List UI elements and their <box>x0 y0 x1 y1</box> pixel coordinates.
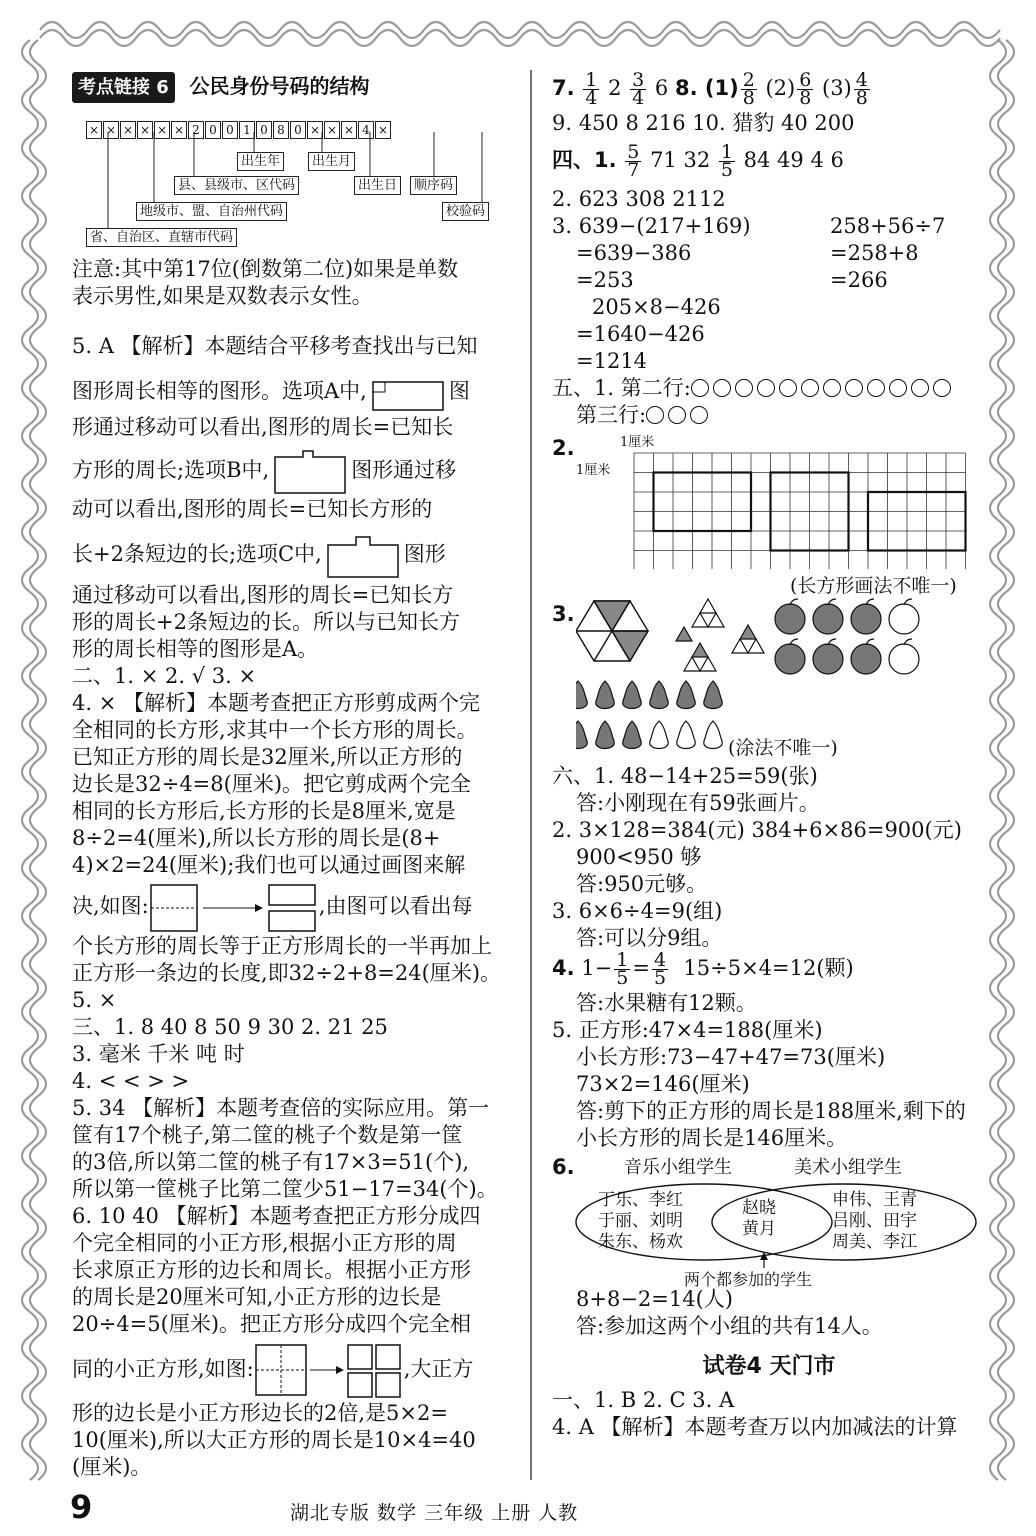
id-digit-box: 0 <box>222 121 238 139</box>
id-digit-box: × <box>137 121 153 139</box>
answer-line: 长求原正方形的边长和周长。根据小正方形 <box>72 1258 471 1282</box>
id-digit-box: 0 <box>290 121 306 139</box>
id-digit-box: 2 <box>188 121 204 139</box>
calc-line: =258+8 <box>830 241 919 265</box>
answer-line: 已知正方形的周长是32厘米,所以正方形的 <box>72 745 463 769</box>
venn-left-title: 音乐小组学生 <box>624 1157 732 1178</box>
id-digit-box: × <box>341 121 357 139</box>
answer-line: 决,如图: ,由图可以看出每 <box>72 879 518 933</box>
answer-line: 正方形一条边的长度,即32÷2+8=24(厘米)。 <box>72 961 502 985</box>
answer-line: 长+2条短边的长;选项C中, 图形 <box>72 526 518 582</box>
answer-line: 形的周长相等的图形是A。 <box>72 637 319 661</box>
label-city-code: 地级市、盟、自治州代码 <box>136 202 287 221</box>
triangles-icon <box>676 599 764 671</box>
note-line-1: 注意:其中第17位(倒数第二位)如果是单数 <box>72 257 459 281</box>
test4-line: 一、1. B 2. C 3. A <box>552 1388 735 1412</box>
venn-answer: 答:参加这两个小组的共有14人。 <box>576 1314 883 1338</box>
shape-a-icon <box>371 374 445 412</box>
id-digit-box: × <box>86 121 102 139</box>
calc-line: =1214 <box>576 349 648 373</box>
id-digit-box: × <box>324 121 340 139</box>
left-column <box>72 72 518 1481</box>
answer-line: 8÷2=4(厘米),所以长方形的周长是(8+ <box>72 826 441 850</box>
answer-line: 5. × <box>72 988 117 1012</box>
circle-icon <box>713 379 731 397</box>
circle-icon <box>646 406 664 424</box>
coloring-shapes <box>576 597 986 757</box>
answer-line: 边长是32÷4=8(厘米)。把它剪成两个完全 <box>72 772 472 796</box>
circle-icon <box>779 379 797 397</box>
test4-line: 4. A 【解析】本题考查万以内加减法的计算 <box>552 1415 958 1439</box>
calc-block <box>552 213 986 375</box>
label-birth-month: 出生月 <box>308 152 355 171</box>
pears-icon <box>576 681 722 749</box>
label-birth-year: 出生年 <box>237 152 284 171</box>
circle-icon <box>690 406 708 424</box>
answer-line: 答:950元够。 <box>576 872 708 896</box>
shape-c-icon <box>326 533 400 579</box>
venn-bottom-label: 两个都参加的学生 <box>684 1270 813 1289</box>
circle-icon <box>757 379 775 397</box>
answer-line: (厘米)。 <box>72 1455 152 1479</box>
answer-line: 5. A 【解析】本题结合平移考查找出与已知 <box>72 334 478 358</box>
answer-line: 的3倍,所以第二筐的桃子有17×3=51(个), <box>72 1150 470 1174</box>
test-title: 试卷4 天门市 <box>702 1354 836 1379</box>
answer-line: 5. 正方形:47×4=188(厘米) <box>552 1018 823 1042</box>
answer-line: 筐有17个桃子,第二筐的桃子个数是第一筐 <box>72 1123 463 1147</box>
answer-line: 900<950 够 <box>576 845 702 869</box>
circle-icon <box>823 379 841 397</box>
answers-section-6 <box>552 763 986 952</box>
id-structure-diagram <box>72 106 518 256</box>
id-digit-box: × <box>154 121 170 139</box>
shape-b-icon <box>273 449 347 495</box>
answer-line: 6. 10 40 【解析】本题考查把正方形分成四 <box>72 1204 481 1228</box>
topic-title: 公民身份号码的结构 <box>189 74 370 98</box>
calc-line: 258+56÷7 <box>830 214 946 238</box>
id-digit-box: 0 <box>256 121 272 139</box>
id-digit-box: × <box>375 121 391 139</box>
label-check-code: 校验码 <box>442 202 489 221</box>
grid-unit-top: 1厘米 <box>620 435 655 450</box>
coloring-figures: 3. (涂法不唯一) <box>552 597 986 763</box>
footer-text: 湖北专版 数学 三年级 上册 人教 <box>290 1502 579 1524</box>
answer-line: 4)×2=24(厘米);我们也可以通过画图来解 <box>72 853 466 877</box>
right-column <box>552 69 986 1441</box>
id-digit-box: × <box>307 121 323 139</box>
left-answers <box>72 324 518 1481</box>
label-county-code: 县、县级市、区代码 <box>174 176 299 195</box>
square-grid <box>632 451 976 569</box>
answer-line: 方形的周长;选项B中, 图形通过移 <box>72 444 518 496</box>
calc-line: =266 <box>830 268 888 292</box>
answer-line: 小长方形的周长是146厘米。 <box>576 1126 848 1150</box>
circle-icon <box>735 379 753 397</box>
id-digit-box: × <box>171 121 187 139</box>
venn-mid-names: 赵晓 黄月 <box>742 1198 776 1239</box>
answer-9-10: 9. 450 8 216 10. 猎豹 40 200 <box>552 111 855 135</box>
color-note: (涂法不唯一) <box>728 737 838 759</box>
answer-6-5 <box>552 1017 986 1152</box>
answer-6-4: 4. 1− $\frac{1}{5}$ = $\frac{4}{5}$ 15÷5×4=12(颗) <box>552 949 854 989</box>
answer-5-1-row3: 第三行: <box>552 402 986 429</box>
apples-icon <box>775 599 919 674</box>
answer-line: 的周长是20厘米可知,小正方形的边长是 <box>72 1285 442 1309</box>
grid-unit-left: 1厘米 <box>576 463 611 478</box>
circle-icon <box>845 379 863 397</box>
answer-line: 5. 34 【解析】本题考查倍的实际应用。第一 <box>72 1096 490 1120</box>
circle-icon <box>691 379 709 397</box>
header-row <box>72 72 518 106</box>
hexagon-icon <box>576 601 648 661</box>
circle-icon <box>911 379 929 397</box>
id-digit-box: 4 <box>358 121 374 139</box>
answer-line: 三、1. 8 40 8 50 9 30 2. 21 25 <box>72 1015 388 1039</box>
answer-5-1-row2: 五、1. 第二行: <box>552 375 986 402</box>
drawn-rectangle <box>868 492 966 551</box>
venn-right-names: 申伟、王青 吕刚、田宇 周美、李江 <box>832 1190 917 1252</box>
id-digit-box: × <box>120 121 136 139</box>
answer-line: 3. 毫米 千米 吨 时 <box>72 1042 245 1066</box>
answer-line: 相同的长方形后,长方形的长是8厘米,宽是 <box>72 799 456 823</box>
circle-icon <box>889 379 907 397</box>
venn-left-names: 丁乐、李红 于丽、刘明 朱东、杨欢 <box>598 1190 683 1252</box>
answer-line: 形的周长+2条短边的长。所以与已知长方 <box>72 610 460 634</box>
circle-icon <box>668 406 686 424</box>
answer-line: 通过移动可以看出,图形的周长=已知长方 <box>72 583 454 607</box>
venn-right-title: 美术小组学生 <box>794 1157 902 1178</box>
label-order-code: 顺序码 <box>410 176 457 195</box>
circle-icon <box>867 379 885 397</box>
answer-7-8: 7. $\frac{1}{4}$ 2 $\frac{3}{4}$ 6 8. (1) $\frac{2}{8}$ (2) $\frac{6}{8}$ (3) $\frac{4}{8}$ <box>552 69 868 109</box>
answer-line: 答:可以分9组。 <box>576 926 723 950</box>
rectangle-grid-figure: 2. 1厘米 1厘米 (长方形画法不唯一) <box>552 429 986 597</box>
circle-icon <box>801 379 819 397</box>
note-line-2: 表示男性,如果是双数表示女性。 <box>72 284 373 308</box>
answer-line: 同的小正方形,如图: ,大正方 <box>72 1338 518 1400</box>
grid-caption: (长方形画法不唯一) <box>790 575 957 597</box>
answer-line: 答:小刚现在有59张画片。 <box>576 791 820 815</box>
calc-line: =253 <box>576 268 634 292</box>
label-province-code: 省、自治区、直辖市代码 <box>86 228 237 247</box>
venn-diagram: 6. 音乐小组学生 美术小组学生 丁乐、李红 于丽、刘明 朱东、杨欢 赵晓 黄月 申伟、王青 吕刚、田宇 周美、李江 两个都参加的学生 <box>552 1152 986 1286</box>
answer-line: 动可以看出,图形的周长=已知长方形的 <box>72 497 433 521</box>
answer-line: 全相同的长方形,求其中一个长方形的周长。 <box>72 718 478 742</box>
answer-line: 3. 6×6÷4=9(组) <box>552 899 723 923</box>
answer-line: 形的边长是小正方形边长的2倍,是5×2= <box>72 1401 448 1425</box>
answer-6-4-reply: 答:水果糖有12颗。 <box>576 991 757 1015</box>
answer-line: 4. × 【解析】本题考查把正方形剪成两个完 <box>72 691 480 715</box>
answer-line: 形通过移动可以看出,图形的周长=已知长 <box>72 415 454 439</box>
label-birth-day: 出生日 <box>354 176 401 195</box>
answer-4-2: 2. 623 308 2112 <box>552 187 726 211</box>
answer-line: 10(厘米),所以大正方形的周长是10×4=40 <box>72 1428 476 1452</box>
id-digit-box: × <box>103 121 119 139</box>
calc-line: =639−386 <box>576 241 692 265</box>
answer-line: 二、1. × 2. √ 3. × <box>72 664 257 688</box>
answer-line: 4. < < > > <box>72 1069 190 1093</box>
calc-line: =1640−426 <box>576 322 705 346</box>
answer-line: 个长方形的周长等于正方形周长的一半再加上 <box>72 934 492 958</box>
calc-line: 3. 639−(217+169) <box>552 214 751 238</box>
answer-line: 小长方形:73−47+47=73(厘米) <box>576 1045 886 1069</box>
topic-badge: 考点链接 6 <box>72 72 175 103</box>
square-quarter-figure-icon <box>254 1343 404 1399</box>
answer-line: 个完全相同的小正方形,根据小正方形的周 <box>72 1231 457 1255</box>
answer-line: 2. 3×128=384(元) 384+6×86=900(元) <box>552 818 962 842</box>
page-footer <box>40 1488 1000 1528</box>
answer-line: 图形周长相等的图形。选项A中, 图 <box>72 368 518 414</box>
square-cut-figure-icon <box>149 883 319 933</box>
venn-calc: 8+8−2=14(人) <box>576 1287 733 1311</box>
answer-line: 73×2=146(厘米) <box>576 1072 750 1096</box>
circle-icon <box>933 379 951 397</box>
page-number: 9 <box>70 1488 93 1526</box>
drawn-rectangle <box>654 473 752 532</box>
calc-line: 205×8−426 <box>592 295 721 319</box>
answer-line: 答:剪下的正方形的周长是188厘米,剩下的 <box>576 1099 966 1123</box>
answer-line: 六、1. 48−14+25=59(张) <box>552 764 818 788</box>
id-digit-box: 0 <box>205 121 221 139</box>
answer-4-1: 四、1. $\frac{5}{7}$ 71 32 $\frac{1}{5}$ 84 49 4 6 <box>552 141 844 181</box>
id-digit-box: 1 <box>239 121 255 139</box>
answer-line: 20÷4=5(厘米)。把正方形分成四个完全相 <box>72 1312 472 1336</box>
answer-line: 所以第一筐桃子比第二筐少51−17=34(个)。 <box>72 1177 498 1201</box>
id-digit-box: 8 <box>273 121 289 139</box>
